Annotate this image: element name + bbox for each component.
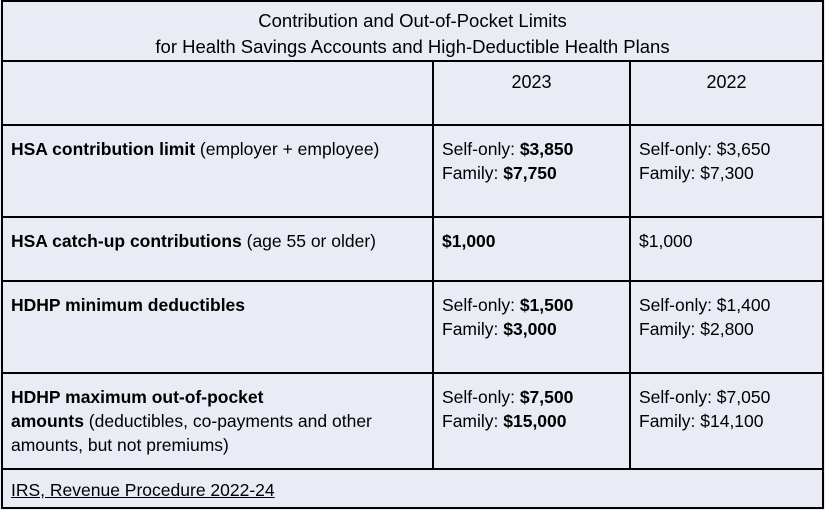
cell-2023 <box>432 282 629 374</box>
cell-2022 <box>629 374 822 470</box>
self-only-prefix: Self-only: <box>442 387 520 407</box>
self-only-value: $1,500 <box>519 295 574 315</box>
table-title <box>3 8 822 60</box>
family-prefix: Family: <box>442 411 504 431</box>
limits-table <box>1 0 824 509</box>
catch-up-text: $1,000 <box>639 231 693 251</box>
self-only-value: $3,850 <box>519 139 574 159</box>
header-row <box>3 60 822 126</box>
header-cell-2022: 2022 <box>629 62 822 126</box>
self-only-prefix: Self-only: <box>442 139 520 159</box>
cell-2023 <box>432 126 629 218</box>
title-line-2: for Health Savings Accounts and High-Deductible Health Plans <box>155 36 670 57</box>
header-cell-empty <box>3 62 432 126</box>
family-value: $15,000 <box>503 411 567 431</box>
row-label-rest: (deductibles, co-payments and other <box>83 411 372 431</box>
self-only-text: Self-only: $1,400 <box>639 295 771 315</box>
family-text: Family: $14,100 <box>639 411 764 431</box>
row-label <box>3 218 432 282</box>
self-only-text: Self-only: $7,050 <box>639 387 771 407</box>
source-row <box>3 468 822 507</box>
family-text: Family: $7,300 <box>639 163 754 183</box>
catch-up-value: $1,000 <box>442 231 496 251</box>
header-cell-2023: 2023 <box>432 62 629 126</box>
family-value: $3,000 <box>503 319 557 339</box>
family-value: $7,750 <box>503 163 557 183</box>
family-prefix: Family: <box>442 163 504 183</box>
table-row <box>3 216 822 282</box>
table-row <box>3 280 822 374</box>
cell-2023 <box>432 374 629 470</box>
table-row <box>3 372 822 470</box>
row-label-bold: HSA catch-up contributions <box>11 231 242 251</box>
family-prefix: Family: <box>442 319 504 339</box>
row-label <box>3 282 432 374</box>
row-label-rest: (age 55 or older) <box>241 231 376 251</box>
table-title-row <box>3 2 822 60</box>
row-label-bold: HDHP minimum deductibles <box>11 295 246 315</box>
self-only-prefix: Self-only: <box>442 295 520 315</box>
cell-2022 <box>629 282 822 374</box>
table-row <box>3 124 822 218</box>
row-label <box>3 374 432 470</box>
cell-2023 <box>432 218 629 282</box>
row-label-bold: HSA contribution limit <box>11 139 196 159</box>
family-text: Family: $2,800 <box>639 319 754 339</box>
cell-2022 <box>629 218 822 282</box>
row-label <box>3 126 432 218</box>
row-label-bold: HDHP maximum out-of-pocket <box>11 387 264 407</box>
title-line-1: Contribution and Out-of-Pocket Limits <box>258 10 567 31</box>
row-label-rest: (employer + employee) <box>195 139 380 159</box>
self-only-value: $7,500 <box>519 387 574 407</box>
source-link[interactable]: IRS, Revenue Procedure 2022-24 <box>11 480 275 500</box>
cell-2022 <box>629 126 822 218</box>
self-only-text: Self-only: $3,650 <box>639 139 771 159</box>
row-label-rest: amounts, but not premiums) <box>11 435 229 455</box>
row-label-bold: amounts <box>11 411 84 431</box>
